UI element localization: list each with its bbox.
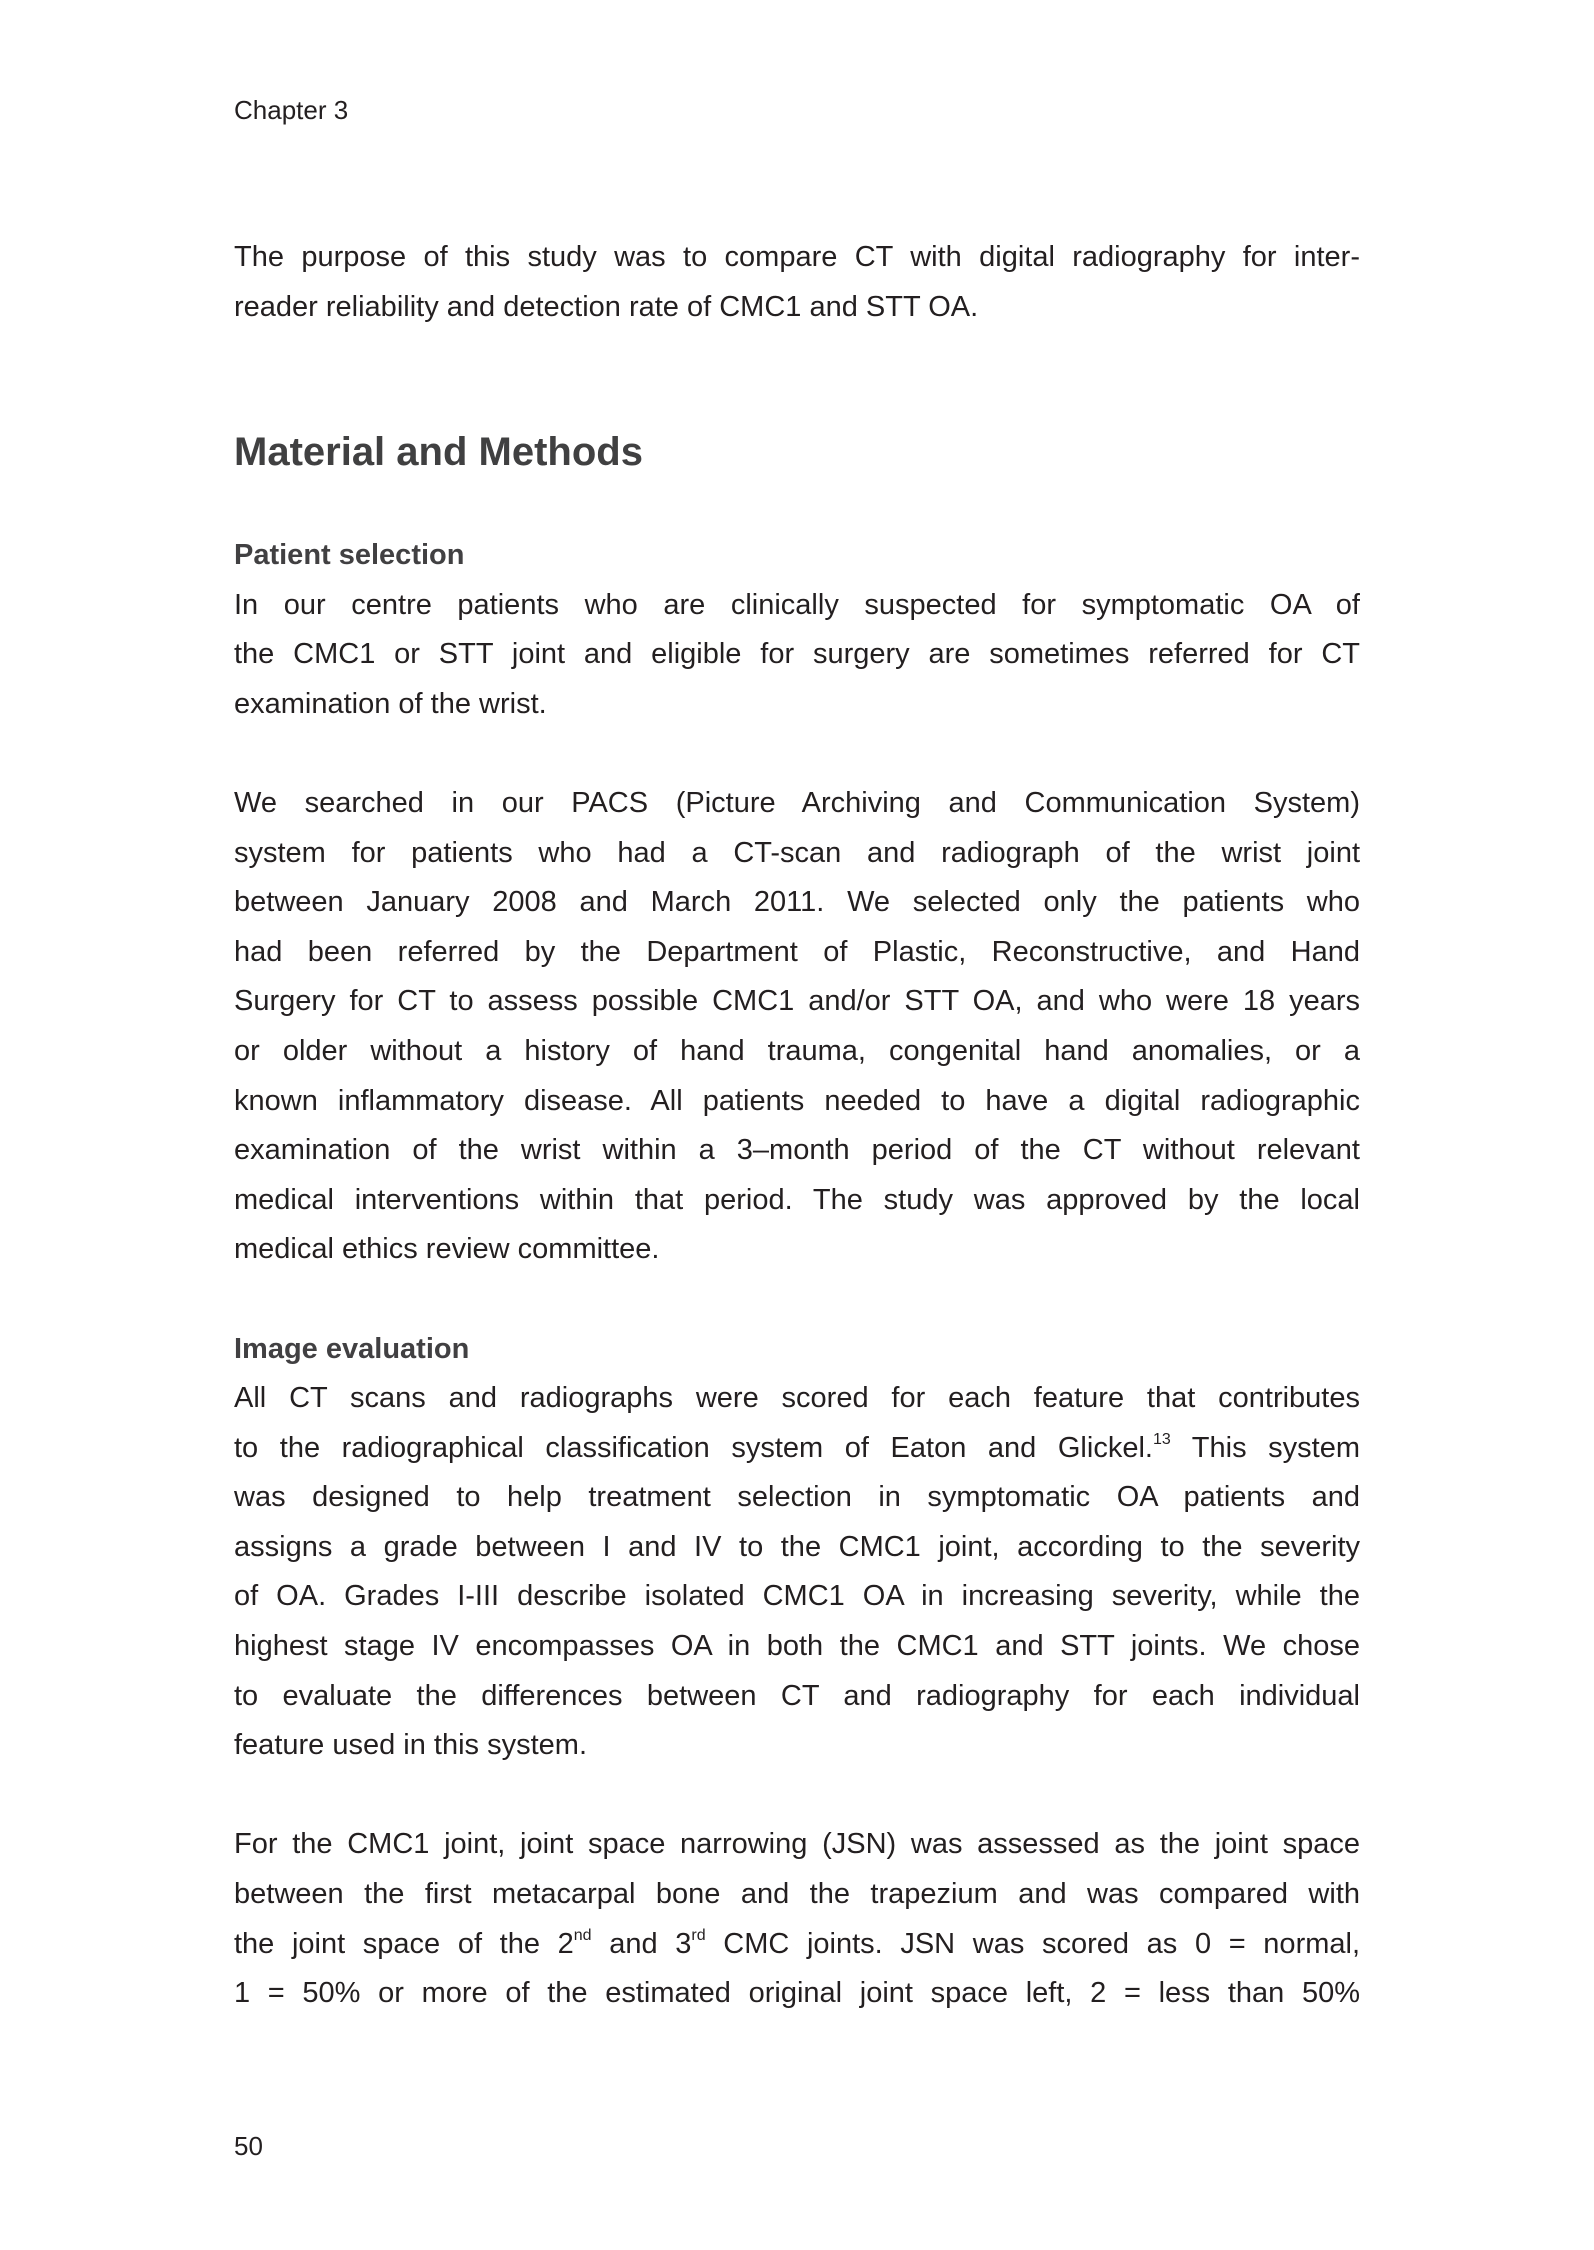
- text-segment: CMC joints. JSN was scored as 0 = normal,: [705, 1927, 1361, 1960]
- text-line: In our centre patients who are clinically suspected for symptomatic OA of: [234, 588, 1360, 621]
- intro-paragraph: [234, 233, 1360, 332]
- running-head: Chapter 3: [234, 95, 349, 125]
- text-line: All CT scans and radiographs were scored for each feature that contributes: [234, 1382, 1360, 1415]
- text-line: highest stage IV encompasses OA in both the CMC1 and STT joints. We chose: [234, 1630, 1360, 1663]
- section-body: [234, 531, 1360, 2019]
- superscript: rd: [691, 1926, 706, 1944]
- text-line: to evaluate the differences between CT and radiography for each individual: [234, 1679, 1360, 1712]
- text-line: reader reliability and detection rate of CMC1 and STT OA.: [234, 290, 979, 323]
- text-line: Surgery for CT to assess possible CMC1 and/or STT OA, and who were 18 years: [234, 985, 1360, 1018]
- text-line: the CMC1 or STT joint and eligible for surgery are sometimes referred for CT: [234, 638, 1360, 671]
- text-line: examination of the wrist within a 3–month period of the CT without relevant: [234, 1134, 1360, 1167]
- page-number: 50: [234, 2131, 263, 2161]
- text-line: medical interventions within that period. The study was approved by the local: [234, 1183, 1360, 1216]
- text-segment: This system: [1170, 1431, 1361, 1464]
- text-line: examination of the wrist.: [234, 687, 547, 720]
- text-line: between the first metacarpal bone and the trapezium and was compared with: [234, 1878, 1360, 1911]
- text-line: between January 2008 and March 2011. We selected only the patients who: [234, 886, 1360, 919]
- text-line: of OA. Grades I-III describe isolated CMC1 OA in increasing severity, while the: [234, 1580, 1360, 1613]
- text-line: known inflammatory disease. All patients needed to have a digital radiographic: [234, 1084, 1360, 1117]
- text-line: was designed to help treatment selection in symptomatic OA patients and: [234, 1481, 1360, 1514]
- text-line: or older without a history of hand trauma, congenital hand anomalies, or a: [234, 1034, 1360, 1067]
- text-line: We searched in our PACS (Picture Archiving and Communication System): [234, 786, 1360, 819]
- superscript: nd: [573, 1926, 592, 1944]
- text-line: feature used in this system.: [234, 1729, 587, 1762]
- text-line: [234, 1424, 1360, 1474]
- text-line: system for patients who had a CT-scan and radiograph of the wrist joint: [234, 836, 1360, 869]
- text-line: medical ethics review committee.: [234, 1233, 660, 1266]
- text-segment: to the radiographical classification system of Eaton and Glickel.: [234, 1431, 1153, 1464]
- text-line: had been referred by the Department of Plastic, Reconstructive, and Hand: [234, 935, 1360, 968]
- text-line: [234, 1920, 1360, 1970]
- subsection-title: Image evaluation: [234, 1332, 470, 1365]
- text-segment: the joint space of the 2: [234, 1927, 574, 1960]
- subsection-title: Patient selection: [234, 539, 465, 571]
- text-line: For the CMC1 joint, joint space narrowing (JSN) was assessed as the joint space: [234, 1828, 1360, 1861]
- text-line: assigns a grade between I and IV to the CMC1 joint, according to the severity: [234, 1530, 1360, 1563]
- section-title: Material and Methods: [234, 430, 643, 474]
- text-segment: and 3: [591, 1927, 692, 1960]
- superscript: 13: [1152, 1430, 1171, 1448]
- text-line: 1 = 50% or more of the estimated original joint space left, 2 = less than 50%: [234, 1977, 1360, 2010]
- text-line: The purpose of this study was to compare CT with digital radiography for inter-: [234, 241, 1360, 273]
